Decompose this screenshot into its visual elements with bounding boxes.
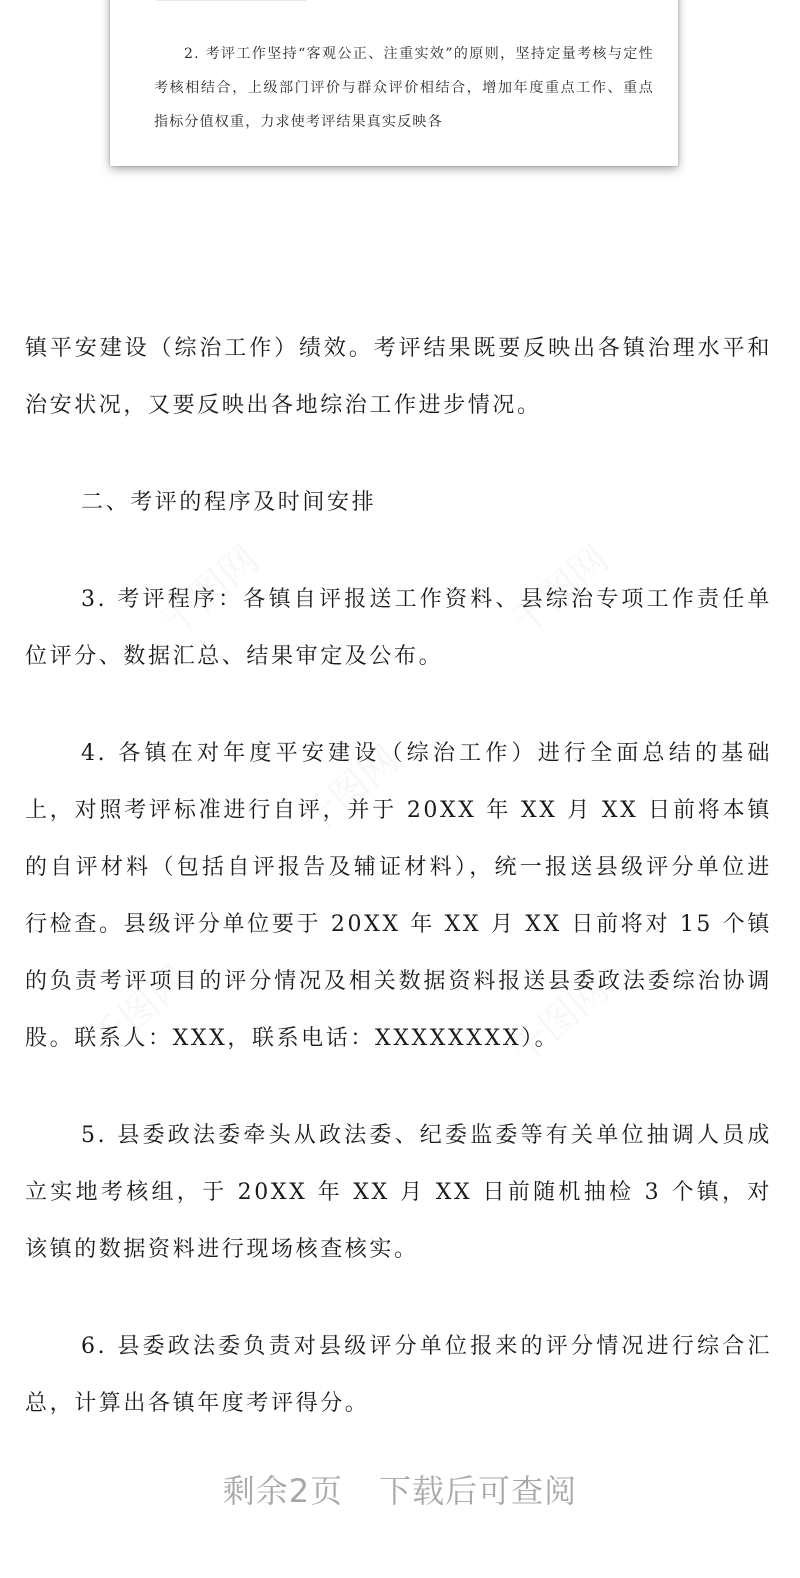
paragraph-5: 5. 县委政法委牵头从政法委、纪委监委等有关单位抽调人员成立实地考核组，于 20XX 年 XX 月 XX 日前随机抽检 3 个镇，对该镇的数据资料进行现场核查核实。: [25, 1123, 772, 1262]
previous-page-preview-card: [110, 0, 678, 166]
paragraph-3: 3. 考评程序：各镇自评报送工作资料、县综治专项工作责任单位评分、数据汇总、结果审定及公布。: [25, 587, 772, 669]
paragraph-6: 6. 县委政法委负责对县级评分单位报来的评分情况进行综合汇总，计算出各镇年度考评得分。: [25, 1334, 772, 1416]
truncated-line: [156, 0, 306, 1]
preview-paragraph: 2. 考评工作坚持“客观公正、注重实效”的原则，坚持定量考核与定性考核相结合，上级部门评价与群众评价相结合，增加年度重点工作、重点指标分值权重，力求使考评结果真实反映各: [154, 46, 654, 130]
remaining-pages-label: 剩余2页: [222, 1472, 344, 1510]
document-body: [0, 320, 800, 1432]
section-heading: 二、考评的程序及时间安排: [81, 490, 377, 515]
paragraph-continued: 镇平安建设（综治工作）绩效。考评结果既要反映出各镇治理水平和治安状况，又要反映出各地综治工作进步情况。: [25, 336, 772, 418]
download-hint-banner[interactable]: [0, 1466, 800, 1512]
paragraph-4: 4. 各镇在对年度平安建设（综治工作）进行全面总结的基础上，对照考评标准进行自评，并于 20XX 年 XX 月 XX 日前将本镇的自评材料（包括自评报告及辅证材料），统一报送县级评分单位进行检查。县级评分单位要于 20XX 年 XX 月 XX 日前将对 15 个镇的负责考评项目的评分情况及相关数据资料报送县委政法委综治协调股。联系人：XXX，联系电话：XXXXXXXX）。: [25, 741, 772, 1051]
download-to-view-label: 下载后可查阅: [379, 1472, 578, 1510]
